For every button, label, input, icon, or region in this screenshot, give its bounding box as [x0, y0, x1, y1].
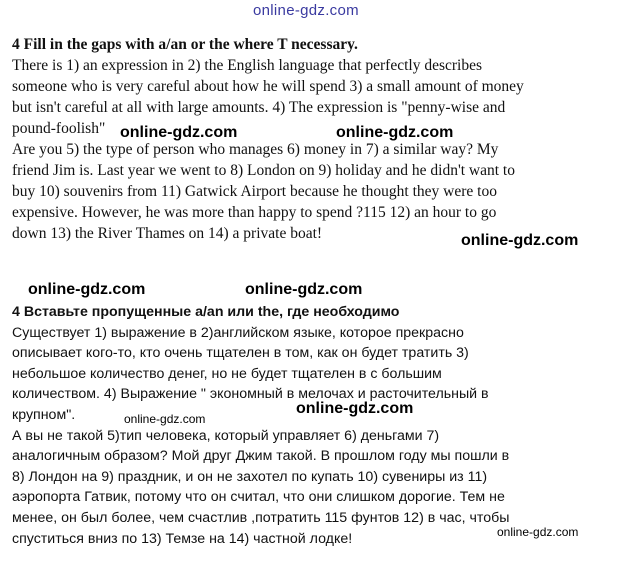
exercise-line-en: down 13) the River Thames on 14) a private boat!	[12, 225, 323, 242]
exercise-line-en: There is 1) an expression in 2) the English language that perfectly describes	[12, 57, 483, 74]
exercise-line-en: Are you 5) the type of person who manages 6) money in 7) a similar way? My	[12, 141, 499, 158]
exercise-title-ru: 4 Вставьте пропущенные a/an или the, где необходимо	[12, 304, 400, 320]
exercise-line-ru: А вы не такой 5)тип человека, который управляет 6) деньгами 7)	[12, 427, 440, 444]
exercise-line-ru: аналогичным образом? Мой друг Джим такой. В прошлом году мы пошли в	[12, 448, 510, 465]
watermark: online-gdz.com	[28, 281, 146, 298]
watermark: online-gdz.com	[245, 281, 363, 298]
watermark: online-gdz.com	[497, 525, 579, 539]
watermark: online-gdz.com	[336, 124, 454, 141]
watermark: online-gdz.com	[120, 124, 238, 141]
exercise-line-en: but isn't careful at all with large amounts. 4) The expression is "penny-wise and	[12, 99, 506, 116]
watermark: online-gdz.com	[461, 232, 579, 249]
exercise-line-ru: спуститься вниз по 13) Темзе на 14) частной лодке!	[12, 530, 353, 547]
exercise-line-ru: менее, он был более, чем счастлив ,потратить 115 фунтов 12) в час, чтобы	[12, 509, 510, 526]
exercise-line-en: someone who is very careful about how he will spend 3) a small amount of money	[12, 78, 524, 95]
exercise-line-en: pound-foolish"	[12, 120, 106, 137]
english-exercise	[12, 34, 612, 244]
exercise-line-ru: крупном".	[12, 406, 76, 423]
exercise-line-ru: аэропорта Гатвик, потому что он считал, что они слишком дорогие. Тем не	[12, 489, 505, 506]
exercise-line-ru: небольшое количество денег, но не будет тщателен в с большим	[12, 365, 442, 382]
exercise-line-ru: количеством. 4) Выражение " экономный в мелочах и расточительный в	[12, 386, 489, 403]
exercise-line-en: friend Jim is. Last year we went to 8) London on 9) holiday and he didn't want to	[12, 162, 515, 179]
exercise-line-ru: 8) Лондон на 9) праздник, и он не захотел по купать 10) сувениры из 11)	[12, 468, 488, 485]
exercise-line-ru: описывает кого-то, кто очень тщателен в том, как он будет тратить 3)	[12, 345, 469, 362]
exercise-title-en: 4 Fill in the gaps with a/an or the where T necessary.	[12, 36, 358, 53]
watermark: online-gdz.com	[124, 412, 206, 426]
russian-exercise	[12, 302, 612, 549]
watermark-top: online-gdz.com	[253, 2, 359, 19]
exercise-line-en: expensive. However, he was more than happy to spend ?115 12) an hour to go	[12, 204, 497, 221]
exercise-line-en: buy 10) souvenirs from 11) Gatwick Airport because he thought they were too	[12, 183, 497, 200]
watermark: online-gdz.com	[296, 400, 414, 417]
exercise-line-ru: Существует 1) выражение в 2)английском языке, которое прекрасно	[12, 324, 464, 341]
